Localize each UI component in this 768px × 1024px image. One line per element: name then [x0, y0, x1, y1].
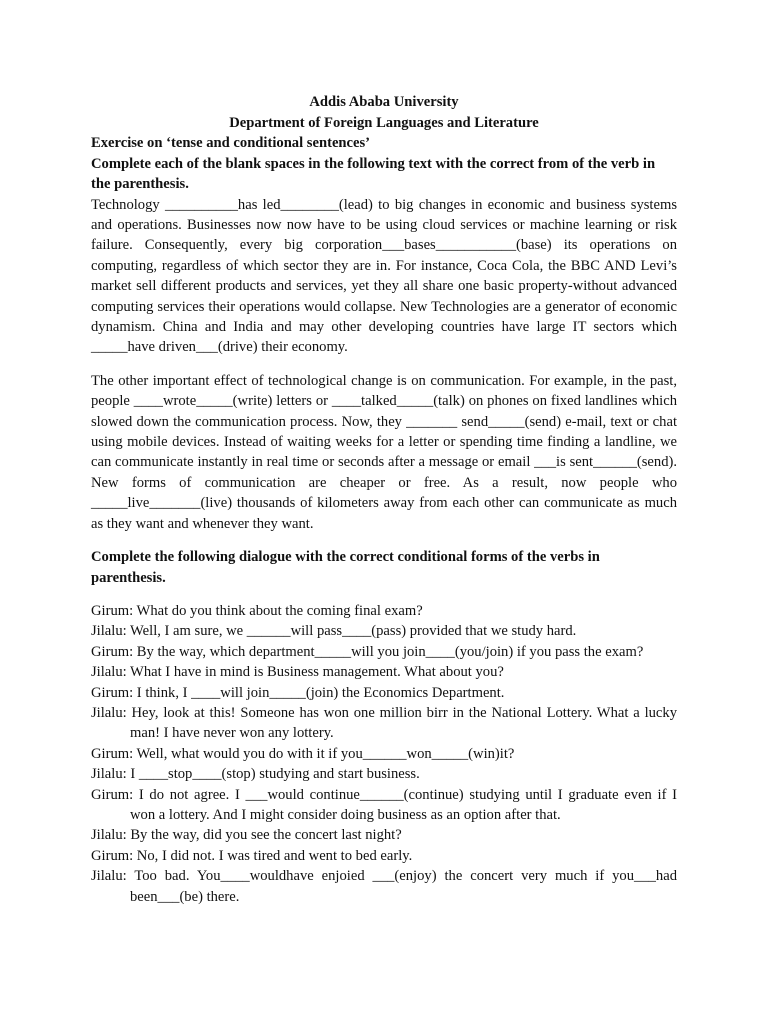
dialogue-line: Girum: Well, what would you do with it if you______won_____(win)it?	[91, 745, 515, 762]
dialogue-line: Jilalu: By the way, did you see the concert last night?	[91, 827, 402, 844]
exercise-title: Exercise on ‘tense and conditional sentences’	[91, 135, 371, 151]
document-page	[91, 92, 677, 907]
dialogue-line: Girum: I do not agree. I ___would continue______(continue) studying until I graduate even if I won a lottery. And I might consider doing business as an option after that.	[91, 786, 677, 824]
instruction-1: Complete each of the blank spaces in the following text with the correct from of the verb in the parenthesis.	[91, 155, 656, 192]
university-title: Addis Ababa University	[309, 94, 459, 110]
dialogue-line: Jilalu: Well, I am sure, we ______will pass____(pass) provided that we study hard.	[91, 623, 577, 640]
dialogue-line: Girum: What do you think about the coming final exam?	[91, 603, 423, 619]
paragraph-2: The other important effect of technological change is on communication. For example, in the past, people ____wrote_____(write) letters or ____talked_____(talk) on phones on fixed landlines which slowed down the communication process. Now, they _______ send_____(send) e-mail, text or chat using mobile devices. Instead of waiting weeks for a letter or spending time finding a landline, we can communicate instantly in real time or seconds after a message or email ___is sent______(send). New forms of communication are cheaper or free. As a result, now people who _____live_______(live) thousands of kilometers away from each other can communicate as much as they want and whenever they want.	[91, 372, 677, 532]
dialogue-line: Girum: By the way, which department_____will you join____(you/join) if you pass the exam?	[91, 643, 644, 660]
paragraph-1: Technology __________has led________(lead) to big changes in economic and business systems and operations. Businesses now now have to be using cloud services or machine learning or risk failure. Consequently, every big corporation___bases___________(base) its operations on computing, regardless of which sector they are in. For instance, Coca Cola, the BBC AND Levi’s market sell different products and services, yet they all share one basic property-without advanced computing services their operations would collapse. New Technologies are a generator of economic dynamism. China and India and may other developing countries have large IT sectors which _____have driven___(drive) their economy.	[91, 196, 677, 356]
department-title: Department of Foreign Languages and Literature	[229, 114, 539, 131]
instruction-2: Complete the following dialogue with the correct conditional forms of the verbs in parenthesis.	[91, 549, 600, 586]
dialogue-line: Jilalu: I ____stop____(stop) studying and start business.	[91, 766, 420, 783]
dialogue-line: Jilalu: What I have in mind is Business management. What about you?	[91, 664, 504, 681]
dialogue-line: Jilalu: Hey, look at this! Someone has won one million birr in the National Lottery. What a lucky man! I have never won any lottery.	[91, 705, 677, 742]
dialogue-line: Girum: No, I did not. I was tired and went to bed early.	[91, 847, 413, 864]
dialogue-line: Girum: I think, I ____will join_____(join) the Economics Department.	[91, 684, 505, 701]
dialogue-line: Jilalu: Too bad. You____wouldhave enjoied ___(enjoy) the concert very much if you___had been___(be) there.	[91, 868, 677, 905]
dialogue	[91, 601, 677, 907]
